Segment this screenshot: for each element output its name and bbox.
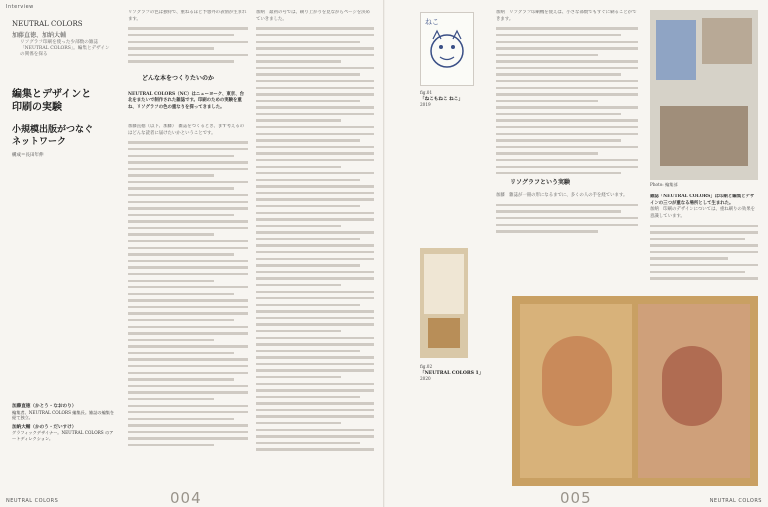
- article-subtitle: 小規模出版がつなぐ ネットワーク: [12, 125, 94, 147]
- open-spread-illustration: [542, 336, 612, 426]
- category-label: Interview: [6, 4, 34, 10]
- page-number-right: 005: [560, 489, 592, 507]
- figure-caption-1: fig.01 「ねこもねこ ねこ」 2019: [420, 90, 463, 108]
- figure-caption-2: fig.02 「NEUTRAL COLORS 1」 2020: [420, 364, 484, 382]
- studio-window: [656, 20, 696, 80]
- magazine-open-spread-photo: [512, 296, 758, 486]
- book-figure: [420, 248, 468, 358]
- right-body-column-1: 加納 リソグラフ印刷機を使えば、小さな部数でもすぐに刷ることができます。 リソグラフという実験 加藤 雑誌が一冊の形になるまでに、多くの人の手を経ています。: [496, 10, 638, 236]
- tagline: リソグラフ印刷を使った少部数の雑誌「NEUTRAL COLORS」。編集とデザインの関係を探る: [20, 40, 110, 57]
- book-cover: [424, 254, 464, 314]
- profile-notes: 加藤直徳（かとう・なおのり） 編集者。NEUTRAL COLORS 編集長。雑誌の編集を経て独立。 加納大輔（かのう・だいすけ） グラフィックデザイナー。NEUTRAL COLORS のアートディレクション。: [12, 404, 115, 441]
- body-column-top: リソグラフの色は独特で、重ねるほど予想外の表情が生まれます。: [128, 10, 248, 68]
- page-gutter: [383, 0, 385, 507]
- photo-caption: Photo: 編集部: [650, 182, 678, 187]
- question-heading: どんな本をつくりたいのか: [142, 75, 215, 82]
- credit-line: 構成＝長田年伸: [12, 153, 44, 158]
- body-column-1: 加藤直徳（以下、加藤） 雑誌をつくるとき、まず考えるのはどんな読者に届けたいかということです。: [128, 124, 248, 496]
- studio-photo: [650, 10, 758, 180]
- book-band: [428, 318, 460, 348]
- article-title: 編集とデザインと 印刷の実験: [12, 89, 92, 113]
- brand-subtitle: 加藤直徳、加納大輔: [12, 32, 67, 39]
- pull-quote: NEUTRAL COLORS（NC）はニューヨーク、東京、台北をまたいで制作された雑誌です。印刷のための実験を重ね、リソグラフの色の重なりを探ってきました。: [128, 92, 244, 110]
- body-column-2: 加納 最初の号では、刷り上がりを見ながらページを決めていきました。: [256, 10, 374, 496]
- brand-title: NEUTRAL COLORS: [12, 20, 83, 28]
- studio-desk: [660, 106, 748, 166]
- poster-title: ねこ: [425, 18, 439, 26]
- studio-poster-wall: [702, 18, 752, 64]
- poster-figure: [420, 12, 474, 86]
- page-number-left: 004: [170, 489, 202, 507]
- right-body-column-2: 雑誌「NEUTRAL COLORS」は印刷と編集とデザインの三つが重なる場所として生まれた。 加納 印刷のデザインについては、重ね刷りの効果を意識しています。: [650, 194, 758, 290]
- footer-left: NEUTRAL COLORS: [6, 498, 59, 504]
- open-spread-illustration-2: [662, 346, 722, 426]
- footer-right: NEUTRAL COLORS: [709, 498, 762, 504]
- right-subhead: リソグラフという実験: [510, 179, 570, 187]
